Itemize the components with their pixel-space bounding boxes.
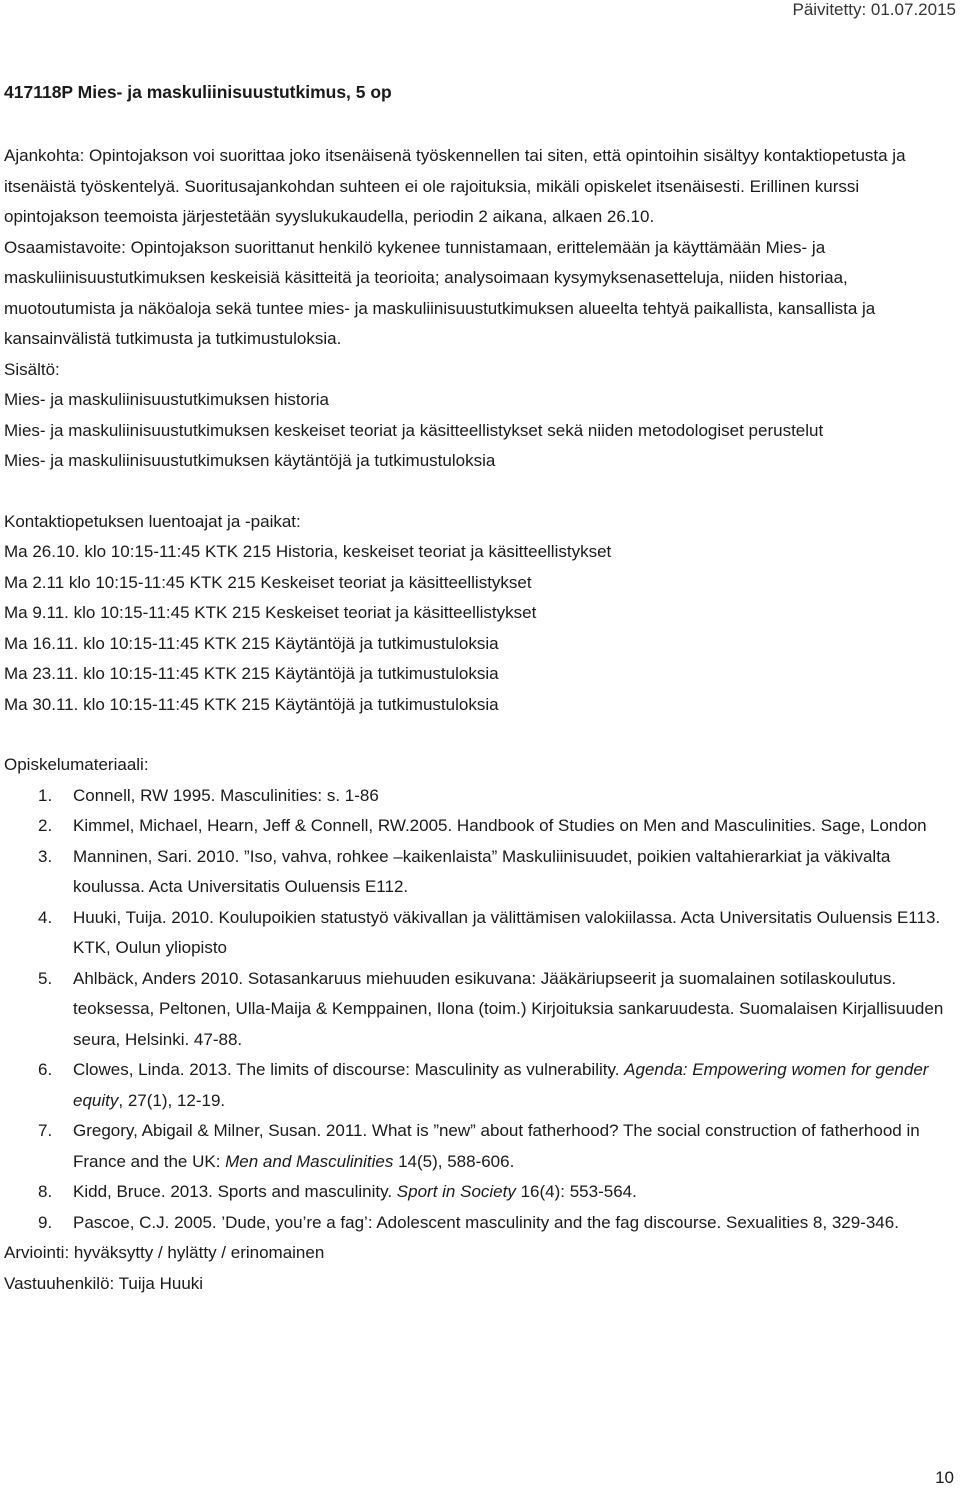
- lecture-item: Ma 30.11. klo 10:15-11:45 KTK 215 Käytäntöjä ja tutkimustuloksia: [4, 694, 499, 714]
- item-text-end: 14(5), 588-606.: [393, 1151, 515, 1171]
- materiaali-heading: Opiskelumateriaali:: [4, 755, 149, 774]
- bibliography-item: [4, 842, 954, 903]
- item-number: 9.: [38, 1212, 53, 1232]
- bibliography-item: [4, 1208, 954, 1239]
- item-number: 8.: [38, 1182, 53, 1201]
- item-italic: Sport in Society: [396, 1182, 516, 1201]
- bibliography-item: [4, 1116, 954, 1177]
- lecture-item: Ma 23.11. klo 10:15-11:45 KTK 215 Käytäntöjä ja tutkimustuloksia: [4, 664, 499, 683]
- ajankohta-paragraph: Ajankohta: Opintojakson voi suorittaa joko itsenäisenä työskennellen tai siten, että opintoihin sisältyy kontaktiopetusta ja itsenäistä työskentelyä. Suoritusajankohdan suhteen ei ole rajoituksia, mikäli opiskelet itsenäisesti. Erillinen kurssi opintojakson teemoista järjestetään syyslukukaudella, periodin 2 aikana, alkaen 26.10.: [4, 146, 906, 226]
- lecture-item: Ma 2.11 klo 10:15-11:45 KTK 215 Keskeiset teoriat ja käsitteellistykset: [4, 572, 532, 592]
- item-number: 6.: [38, 1060, 53, 1079]
- lecture-item: Ma 16.11. klo 10:15-11:45 KTK 215 Käytäntöjä ja tutkimustuloksia: [4, 633, 499, 653]
- item-text: Huuki, Tuija. 2010. Koulupoikien statustyö väkivallan ja välittämisen valokiilassa. Acta Universitatis Ouluensis E113. KTK, Oulun yliopisto: [73, 907, 941, 957]
- bibliography-item: [4, 781, 954, 812]
- vastuuhenkilo-line: Vastuuhenkilö: Tuija Huuki: [4, 1273, 204, 1293]
- bibliography-list: [4, 781, 954, 1239]
- course-title: 417118P Mies- ja maskuliinisuustutkimus, 5 op: [4, 82, 392, 102]
- item-number: 3.: [38, 846, 53, 866]
- item-text: Clowes, Linda. 2013. The limits of discourse: Masculinity as vulnerability.: [73, 1060, 625, 1079]
- item-number: 4.: [38, 907, 53, 927]
- arviointi-line: Arviointi: hyväksytty / hylätty / erinomainen: [4, 1243, 325, 1262]
- lecture-item: Ma 9.11. klo 10:15-11:45 KTK 215 Keskeiset teoriat ja käsitteellistykset: [4, 603, 537, 622]
- bibliography-item: [4, 1177, 954, 1208]
- item-text-end: , 27(1), 12-19.: [118, 1090, 226, 1110]
- osaamistavoite-paragraph: Osaamistavoite: Opintojakson suorittanut henkilö kykenee tunnistamaan, erittelemään ja käyttämään Mies- ja maskuliinisuustutkimuksen keskeisiä käsitteitä ja teorioita; analysoimaan kysymyksenasetteluja, niiden historiaa, muotoutumista ja näköaloja sekä tuntee mies- ja maskuliinisuustutkimuksen alueelta tehtyä paikallista, kansallista ja kansainvälistä tutkimusta ja tutkimustuloksia.: [4, 237, 876, 348]
- bibliography-item: [4, 1055, 954, 1116]
- kontakti-heading: Kontaktiopetuksen luentoajat ja -paikat:: [4, 511, 301, 531]
- sisalto-heading: Sisältö:: [4, 359, 60, 379]
- item-text: Manninen, Sari. 2010. ”Iso, vahva, rohkee –kaikenlaista” Maskuliinisuudet, poikien valtahierarkiat ja väkivalta koulussa. Acta Universitatis Ouluensis E112.: [73, 846, 891, 896]
- item-text: Pascoe, C.J. 2005. ’Dude, you’re a fag’: Adolescent masculinity and the fag discourse. Sexualities 8, 329-346.: [73, 1212, 899, 1232]
- item-italic: Men and Masculinities: [225, 1151, 394, 1171]
- item-number: 7.: [38, 1121, 53, 1140]
- bibliography-item: [4, 811, 954, 842]
- item-text-end: 16(4): 553-564.: [515, 1182, 637, 1201]
- sisalto-item: Mies- ja maskuliinisuustutkimuksen historia: [4, 390, 330, 409]
- bibliography-item: [4, 964, 954, 1056]
- item-number: 2.: [38, 816, 53, 835]
- page-number: 10: [935, 1468, 954, 1487]
- item-text: Kimmel, Michael, Hearn, Jeff & Connell, RW.2005. Handbook of Studies on Men and Masculinities. Sage, London: [73, 816, 927, 835]
- item-text: Ahlbäck, Anders 2010. Sotasankaruus miehuuden esikuvana: Jääkäriupseerit ja suomalainen sotilaskoulutus. teoksessa, Peltonen, Ulla-Maija & Kemppainen, Ilona (toim.) Kirjoituksia sankaruudesta. Suomalaisen Kirjallisuuden seura, Helsinki. 47-88.: [73, 968, 944, 1049]
- item-text: Connell, RW 1995. Masculinities: s. 1-86: [73, 785, 379, 805]
- item-number: 1.: [38, 785, 53, 805]
- document-body: [4, 141, 954, 1299]
- updated-date: Päivitetty: 01.07.2015: [792, 0, 956, 19]
- sisalto-item: Mies- ja maskuliinisuustutkimuksen keskeiset teoriat ja käsitteellistykset sekä niiden metodologiset perustelut: [4, 420, 824, 440]
- spacer: [4, 477, 954, 507]
- item-text: Gregory, Abigail & Milner, Susan. 2011. What is ”new” about fatherhood? The social construction of fatherhood in France and the UK:: [73, 1121, 920, 1171]
- lecture-item: Ma 26.10. klo 10:15-11:45 KTK 215 Historia, keskeiset teoriat ja käsitteellistykset: [4, 542, 612, 561]
- sisalto-item: Mies- ja maskuliinisuustutkimuksen käytäntöjä ja tutkimustuloksia: [4, 451, 496, 470]
- bibliography-item: [4, 903, 954, 964]
- item-text: Kidd, Bruce. 2013. Sports and masculinity.: [73, 1182, 397, 1201]
- item-italic: Agenda: Empowering women for gender equity: [73, 1060, 929, 1110]
- spacer: [4, 720, 954, 750]
- item-number: 5.: [38, 968, 53, 988]
